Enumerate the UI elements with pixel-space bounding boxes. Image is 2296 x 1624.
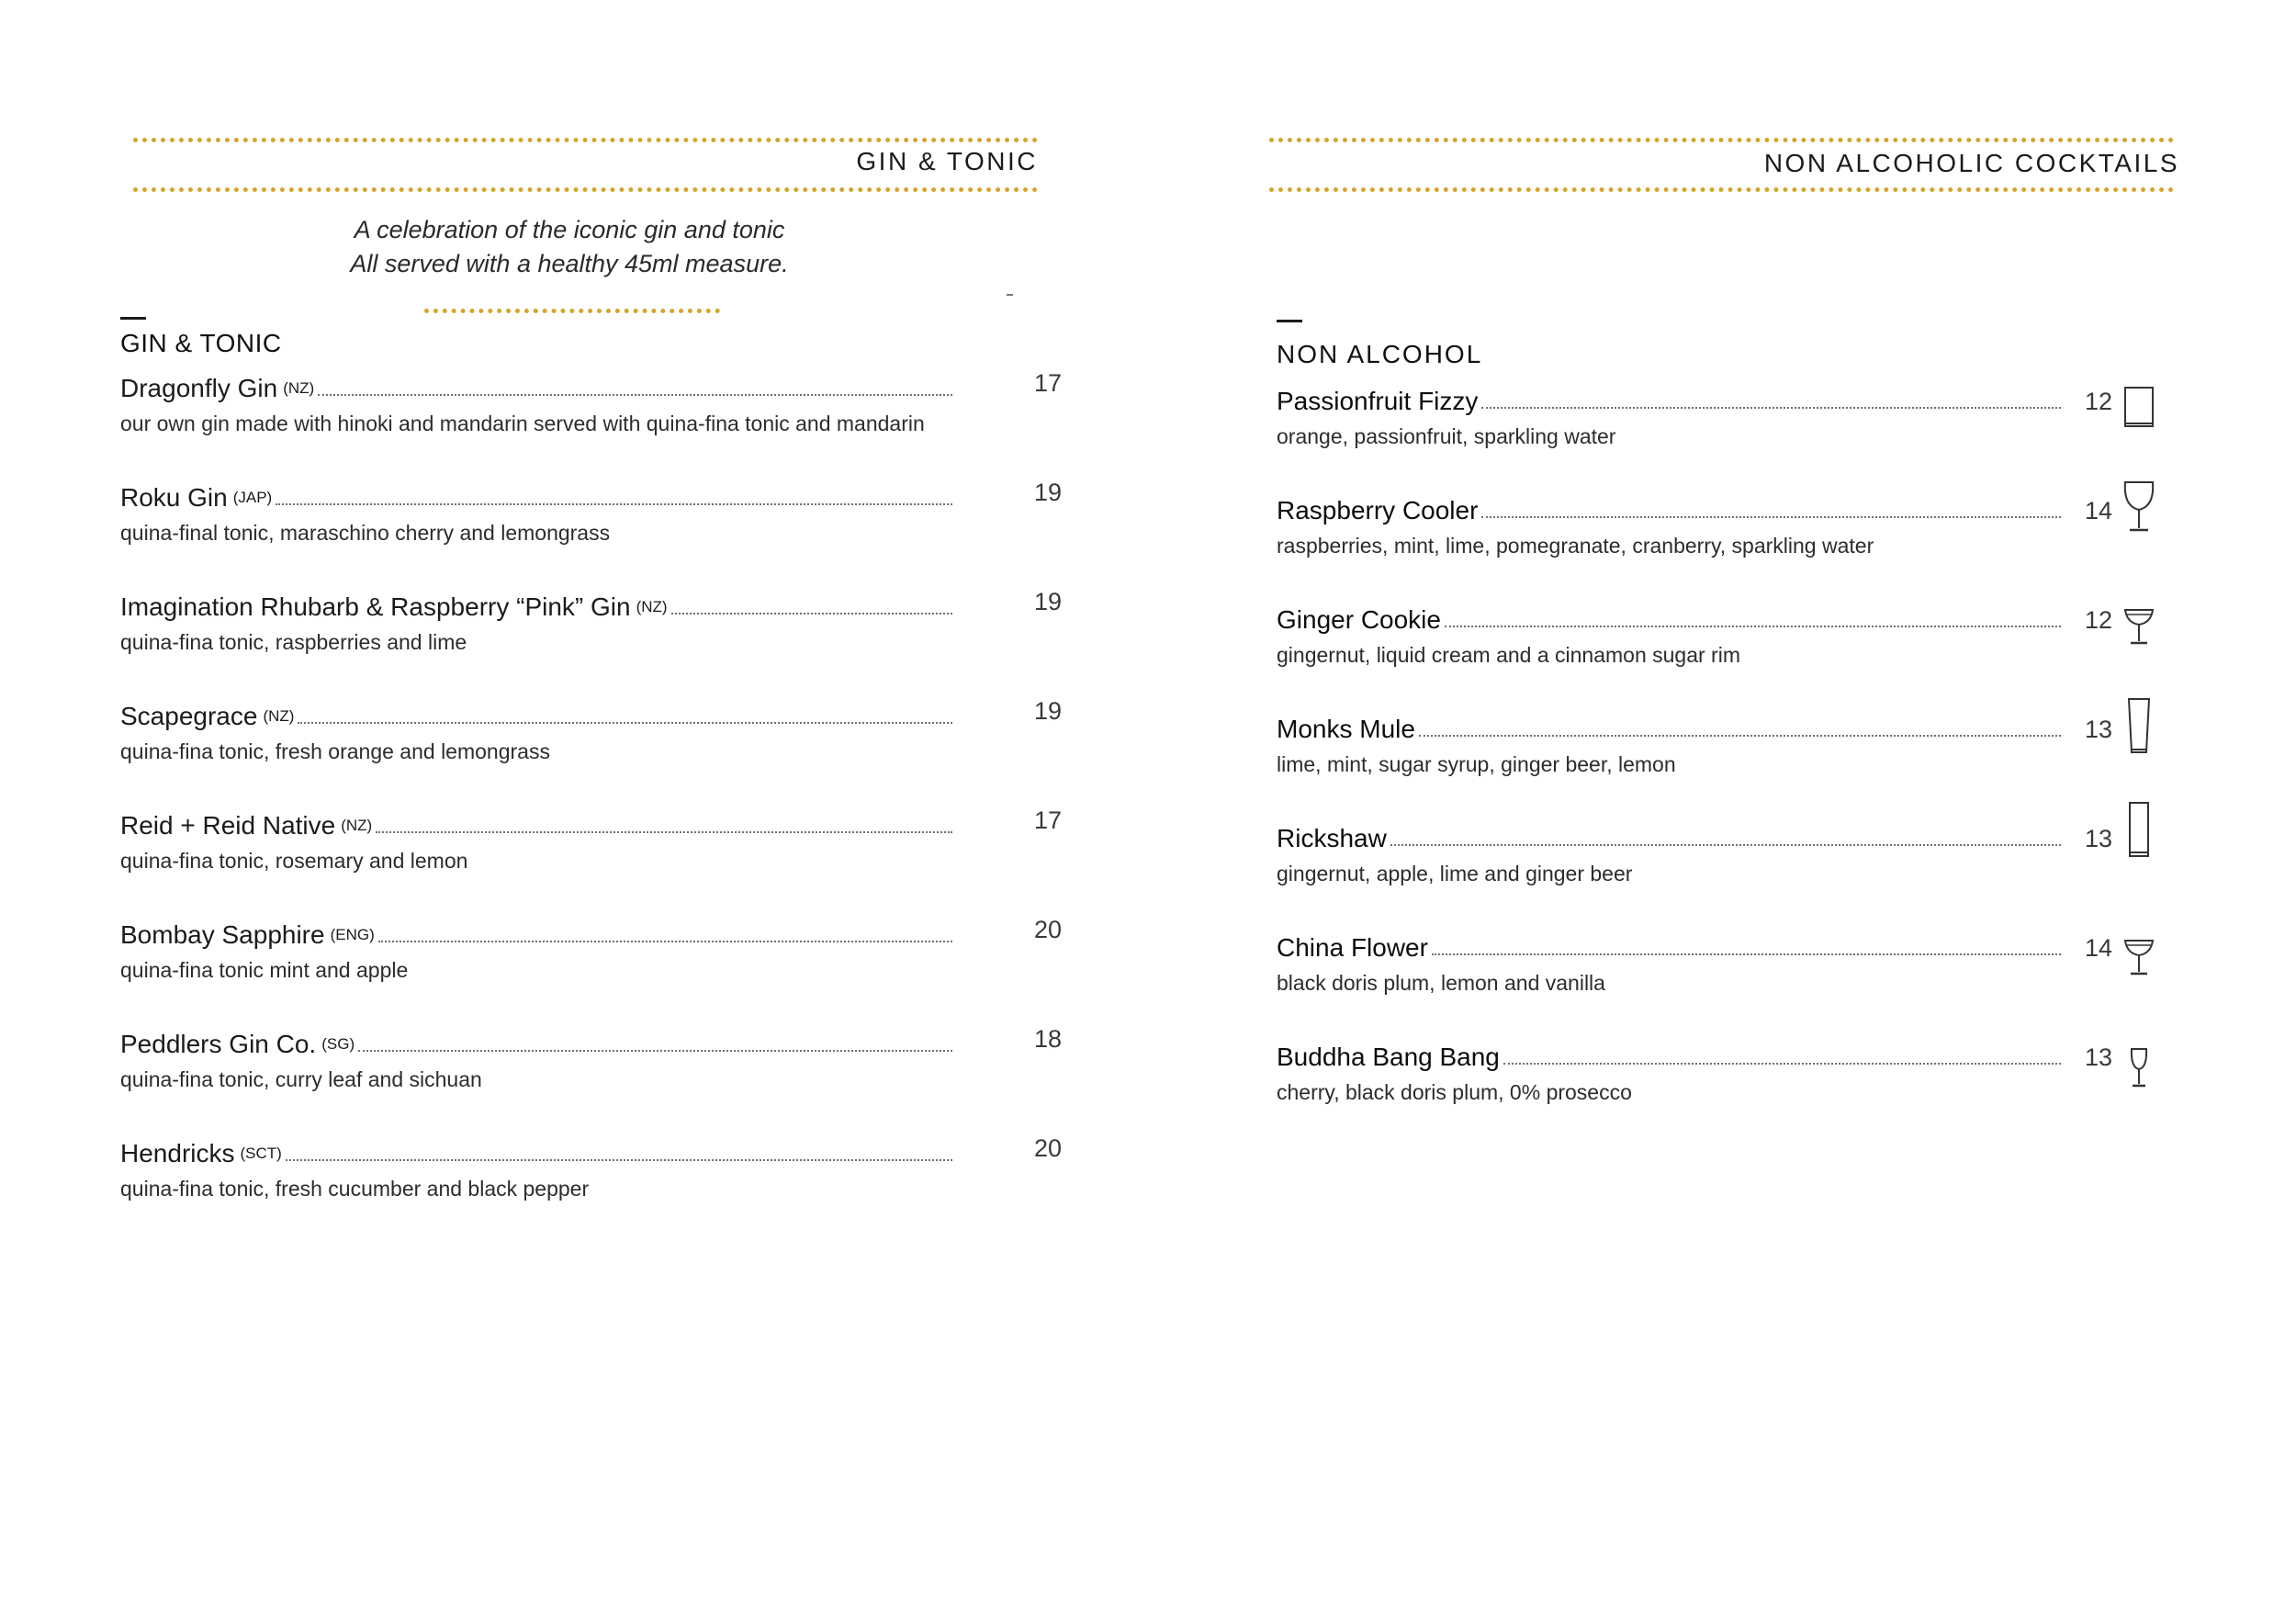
na-item-row: [1277, 708, 2065, 745]
na-header-bottom-rule: [1269, 187, 2174, 192]
na-item-name: China Flower: [1277, 933, 1428, 962]
gin-header-bottom-rule: [133, 187, 1038, 192]
na-section-header: NON ALCOHOLIC COCKTAILS: [1763, 149, 2179, 177]
gin-item-origin: (SG): [321, 1035, 355, 1053]
gin-item-leader-dots: [286, 1159, 952, 1161]
gin-item-price: 18: [1033, 1025, 1062, 1053]
gin-item-description: quina-fina tonic, raspberries and lime: [120, 630, 467, 654]
highball-glass-icon: [2116, 797, 2162, 862]
na-item-leader-dots: [1503, 1063, 2061, 1065]
gin-item-price: 17: [1033, 369, 1062, 397]
gin-item-leader-dots: [276, 503, 952, 505]
gin-item-row: [120, 477, 956, 513]
gin-item-origin: (NZ): [341, 817, 373, 834]
gin-item-price: 19: [1033, 697, 1062, 725]
na-item-leader-dots: [1419, 735, 2061, 737]
gin-item-origin: (JAP): [232, 489, 273, 506]
gin-item-leader-dots: [376, 831, 952, 833]
gin-item-description: quina-fina tonic, curry leaf and sichuan: [120, 1067, 482, 1091]
na-item-leader-dots: [1481, 407, 2061, 409]
na-item-price: 12: [2084, 388, 2112, 415]
gin-item-name: Scapegrace: [120, 702, 258, 730]
na-item-name: Raspberry Cooler: [1277, 496, 1479, 524]
gin-item-description: quina-fina tonic, fresh cucumber and black pepper: [120, 1177, 590, 1201]
gin-item-leader-dots: [318, 394, 952, 396]
na-item-row: [1277, 1036, 2065, 1073]
na-item-leader-dots: [1390, 844, 2061, 846]
gin-item-name: Hendricks: [120, 1139, 235, 1167]
rocks-glass-icon: [2116, 375, 2162, 439]
wine-glass-icon: [2116, 1034, 2162, 1099]
na-item-price: 14: [2084, 497, 2112, 524]
na-item-leader-dots: [1445, 626, 2061, 627]
na-item-name: Rickshaw: [1277, 824, 1387, 852]
na-item-name: Monks Mule: [1277, 715, 1415, 743]
gin-item-name: Roku Gin: [120, 483, 228, 512]
gin-item-name: Reid + Reid Native: [120, 811, 336, 840]
gin-intro-line-1: A celebration of the iconic gin and tonic: [354, 216, 785, 243]
na-item-row: [1277, 927, 2065, 964]
gin-item-row: [120, 1023, 956, 1060]
gin-item-price: 17: [1033, 806, 1062, 834]
gin-item-row: [120, 914, 956, 951]
na-item-row: [1277, 490, 2065, 526]
na-item-name: Buddha Bang Bang: [1277, 1043, 1500, 1071]
gin-section-header: GIN & TONIC: [856, 147, 1038, 175]
gin-item-description: quina-fina tonic mint and apple: [120, 958, 409, 982]
na-item-description: cherry, black doris plum, 0% prosecco: [1277, 1080, 1632, 1104]
na-item-leader-dots: [1432, 953, 2061, 955]
na-item-name: Passionfruit Fizzy: [1277, 387, 1479, 415]
na-item-price: 13: [2084, 1043, 2112, 1071]
na-item-price: 13: [2084, 716, 2112, 743]
balloon-glass-icon: [2116, 475, 2162, 539]
na-item-row: [1277, 599, 2065, 636]
coupe-glass-icon: [2116, 593, 2162, 658]
gin-item-origin: (SCT): [240, 1145, 282, 1162]
gin-item-name: Imagination Rhubarb & Raspberry “Pink” Gin: [120, 592, 631, 621]
gin-page-tick: [1007, 294, 1013, 296]
gin-item-description: quina-fina tonic, fresh orange and lemongrass: [120, 739, 550, 763]
gin-item-leader-dots: [378, 941, 952, 942]
gin-item-origin: (NZ): [636, 598, 668, 615]
na-item-description: gingernut, liquid cream and a cinnamon sugar rim: [1277, 643, 1740, 667]
gin-item-price: 20: [1033, 1134, 1062, 1162]
gin-item-description: our own gin made with hinoki and mandarin served with quina-fina tonic and mandarin: [120, 412, 925, 435]
gin-item-price: 20: [1033, 916, 1062, 943]
gin-item-row: [120, 586, 956, 623]
gin-intro-rule: [424, 309, 720, 313]
gin-item-name: Bombay Sapphire: [120, 920, 325, 949]
gin-item-description: quina-fina tonic, rosemary and lemon: [120, 849, 468, 873]
gin-header-top-rule: [133, 138, 1038, 142]
na-item-description: gingernut, apple, lime and ginger beer: [1277, 862, 1633, 885]
na-item-description: black doris plum, lemon and vanilla: [1277, 971, 1605, 995]
gin-item-origin: (ENG): [330, 926, 375, 943]
na-item-name: Ginger Cookie: [1277, 605, 1441, 634]
na-item-price: 14: [2084, 934, 2112, 962]
gin-item-origin: (NZ): [283, 379, 315, 397]
na-item-price: 12: [2084, 606, 2112, 634]
gin-category-dash: [120, 317, 146, 320]
gin-item-name: Peddlers Gin Co.: [120, 1030, 317, 1058]
gin-item-row: [120, 805, 956, 841]
gin-item-row: [120, 1133, 956, 1169]
gin-item-leader-dots: [671, 613, 952, 615]
na-item-leader-dots: [1481, 516, 2061, 518]
gin-item-leader-dots: [358, 1050, 952, 1052]
gin-item-name: Dragonfly Gin: [120, 374, 278, 402]
na-header-top-rule: [1269, 138, 2174, 142]
na-item-row: [1277, 380, 2065, 417]
gin-item-price: 19: [1033, 588, 1062, 615]
gin-item-row: [120, 695, 956, 732]
gin-category-title: GIN & TONIC: [120, 329, 282, 357]
na-item-row: [1277, 818, 2065, 854]
na-item-description: raspberries, mint, lime, pomegranate, cranberry, sparkling water: [1277, 534, 1874, 558]
coupe-glass-icon: [2116, 924, 2162, 988]
gin-item-leader-dots: [298, 722, 952, 724]
gin-item-price: 19: [1033, 479, 1062, 506]
na-item-price: 13: [2084, 825, 2112, 852]
na-item-description: lime, mint, sugar syrup, ginger beer, lemon: [1277, 752, 1676, 776]
gin-item-row: [120, 367, 956, 404]
na-category-title: NON ALCOHOL: [1277, 340, 1483, 368]
gin-item-origin: (NZ): [263, 707, 295, 725]
pint-glass-icon: [2116, 694, 2162, 758]
na-item-description: orange, passionfruit, sparkling water: [1277, 424, 1616, 448]
gin-item-description: quina-final tonic, maraschino cherry and lemongrass: [120, 521, 611, 545]
na-category-dash: [1277, 320, 1302, 322]
gin-intro-line-2: All served with a healthy 45ml measure.: [350, 250, 789, 277]
